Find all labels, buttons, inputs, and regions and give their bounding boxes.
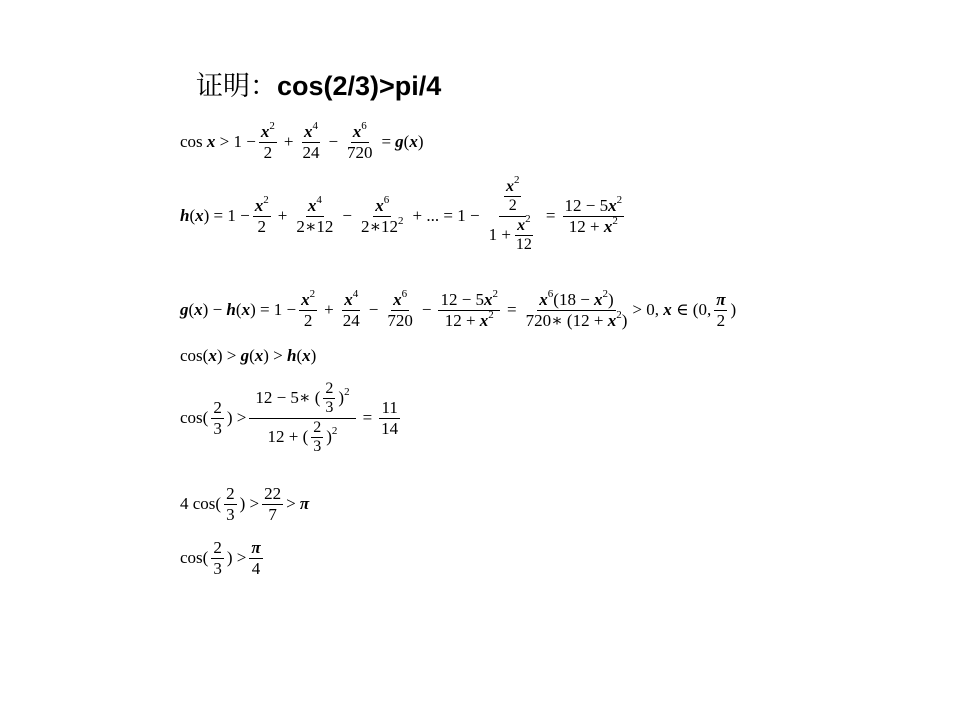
result-numerator: 11: [381, 398, 398, 418]
title-prefix: 证明：: [196, 71, 277, 102]
equation-line-6: 4 cos( $\frac{2}{3}$ ) > $\frac{22}{7}$ > π: [180, 484, 310, 524]
page-title: [196, 64, 441, 103]
equation-line-7: cos( $\frac{2}{3}$ ) > $\frac{\pi}{4}$: [180, 538, 261, 578]
equation-line-1: cos x > 1 − $\frac{x^2}{2}$ + $\frac{x^4}{24}$ − $\frac{x^6}{720}$ = g(x): [180, 120, 424, 162]
equation-line-4: cos(x) > g(x) > h(x): [180, 346, 317, 365]
equation-line-3: g(x) − h(x) = 1 − $\frac{x^2}{2}$ + $\frac{x^4}{24}$ − $\frac{x^6}{720}$ − $\frac{12 - 5x^2}{12 + x^2}$ = $\frac{x^6(18 - x^2)}{720∗ (12 + x^2)}$ > 0, x ∈ (0, $\frac{\pi}{2}$ ): [180, 288, 737, 330]
equation-line-5: cos( $\frac{2}{3}$ ) > 12 − 5∗ ( $\frac{2}{3}$ )$^2$ 12 + ( $\frac{2}{3}$ )$^2$ = $\frac{11}{14}$: [180, 380, 399, 456]
equation-line-2: h(x) = 1 − $\frac{x^2}{2}$ + $\frac{x^4}{2∗12}$ − $\frac{x^6}{2∗12^2}$ + ... = 1 − $\frac{x^2}{2}$ 1 + $\frac{x^2}{12}$ = $\frac{12 - 5x^2}{12 + x^2}$: [180, 174, 623, 254]
title-expression: cos(2/3)>pi/4: [277, 71, 442, 101]
result-denominator: 14: [381, 418, 399, 438]
